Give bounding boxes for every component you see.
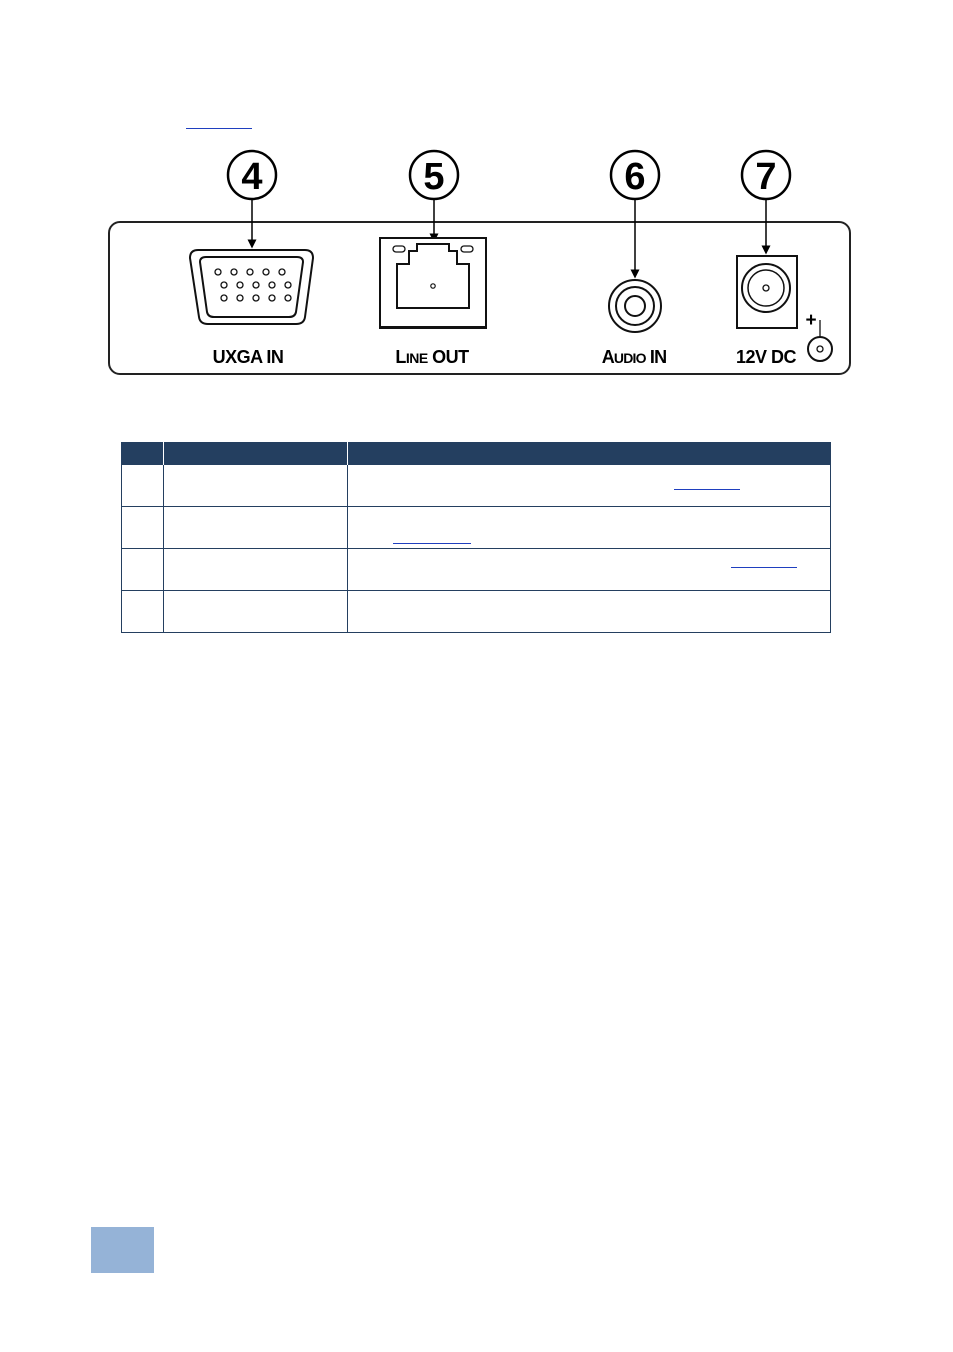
row-feature-cell [164, 591, 348, 633]
row-function-cell [348, 549, 831, 591]
label-12v-dc: 12V DC [735, 347, 797, 367]
label-audio-in: AUDIO IN [601, 347, 667, 367]
row-number-cell [122, 591, 164, 633]
row-number-cell [122, 549, 164, 591]
row-feature-cell [164, 465, 348, 507]
rear-panel-diagram [100, 140, 860, 380]
table-row [122, 465, 831, 507]
header-feature-cell [164, 442, 348, 465]
rj45-connector-icon [380, 238, 486, 329]
vga-connector-icon [190, 250, 313, 324]
page-number-tab [91, 1227, 154, 1273]
row-function-cell [348, 465, 831, 507]
power-jack-icon [737, 256, 797, 328]
row-feature-cell [164, 549, 348, 591]
callout-6-number: 6 [624, 156, 646, 198]
table-row [122, 507, 831, 549]
cross-reference-link[interactable] [674, 489, 740, 490]
label-uxga-in: UXGA IN [212, 347, 284, 367]
connector-description-table [121, 442, 831, 633]
table-row [122, 549, 831, 591]
table-header-row [122, 442, 831, 465]
cross-reference-link[interactable] [393, 543, 471, 544]
polarity-plus: + [805, 310, 817, 331]
row-function-cell [348, 507, 831, 549]
row-number-cell [122, 507, 164, 549]
header-number-cell [122, 442, 164, 465]
audio-jack-icon [609, 280, 661, 332]
callout-7-number: 7 [755, 156, 777, 198]
callout-4-number: 4 [241, 156, 263, 198]
callout-5-number: 5 [423, 156, 445, 198]
row-feature-cell [164, 507, 348, 549]
row-function-cell [348, 591, 831, 633]
header-function-cell [348, 442, 831, 465]
label-line-out: LINE OUT [395, 347, 469, 367]
table-row [122, 591, 831, 633]
cross-reference-link[interactable] [731, 567, 797, 568]
row-number-cell [122, 465, 164, 507]
cross-reference-link[interactable] [186, 128, 252, 129]
